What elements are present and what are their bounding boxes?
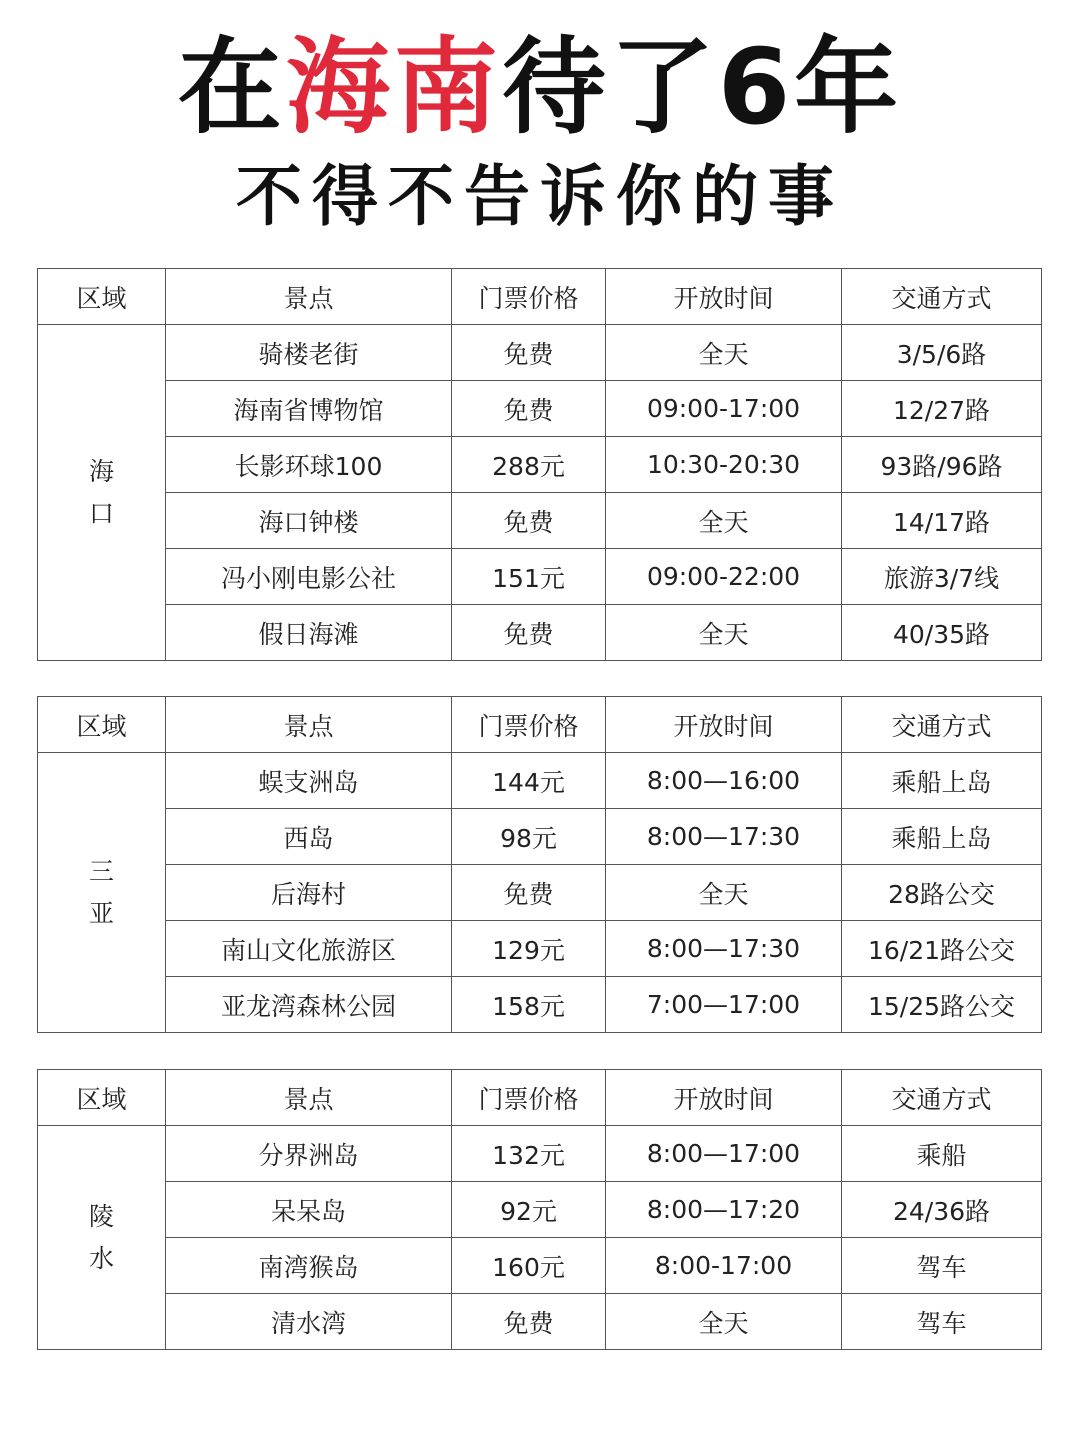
hours-cell: 8:00—17:20 xyxy=(606,1182,842,1238)
price-cell: 160元 xyxy=(452,1238,606,1294)
region-char: 陵 xyxy=(88,1201,114,1231)
header-hours: 开放时间 xyxy=(606,697,842,753)
header-price: 门票价格 xyxy=(452,269,606,325)
region-char: 亚 xyxy=(88,898,114,928)
transport-cell: 3/5/6路 xyxy=(842,325,1042,381)
table-row xyxy=(38,437,1042,493)
region-char: 口 xyxy=(88,498,114,528)
header-attraction: 景点 xyxy=(166,269,452,325)
hours-cell: 8:00—17:30 xyxy=(606,921,842,977)
table-row xyxy=(38,381,1042,437)
header-transport: 交通方式 xyxy=(842,697,1042,753)
hours-cell: 全天 xyxy=(606,325,842,381)
table-row xyxy=(38,1294,1042,1350)
hours-cell: 09:00-17:00 xyxy=(606,381,842,437)
table-row xyxy=(38,549,1042,605)
price-cell: 92元 xyxy=(452,1182,606,1238)
attraction-cell: 冯小刚电影公社 xyxy=(166,549,452,605)
attraction-cell: 分界洲岛 xyxy=(166,1126,452,1182)
hours-cell: 8:00—17:30 xyxy=(606,809,842,865)
transport-cell: 14/17路 xyxy=(842,493,1042,549)
hours-cell: 10:30-20:30 xyxy=(606,437,842,493)
attraction-cell: 后海村 xyxy=(166,865,452,921)
region-cell xyxy=(38,325,166,661)
table-row xyxy=(38,977,1042,1033)
transport-cell: 驾车 xyxy=(842,1238,1042,1294)
attraction-cell: 海口钟楼 xyxy=(166,493,452,549)
lingshui-table xyxy=(37,1069,1042,1350)
price-cell: 158元 xyxy=(452,977,606,1033)
table-row xyxy=(38,1182,1042,1238)
attraction-cell: 骑楼老街 xyxy=(166,325,452,381)
price-cell: 129元 xyxy=(452,921,606,977)
table-header-row xyxy=(38,697,1042,753)
price-cell: 98元 xyxy=(452,809,606,865)
table-row xyxy=(38,325,1042,381)
attraction-cell: 亚龙湾森林公园 xyxy=(166,977,452,1033)
hours-cell: 全天 xyxy=(606,865,842,921)
title-part2: 待了6年 xyxy=(501,26,903,148)
price-cell: 免费 xyxy=(452,381,606,437)
hours-cell: 8:00-17:00 xyxy=(606,1238,842,1294)
hours-cell: 全天 xyxy=(606,1294,842,1350)
header-attraction: 景点 xyxy=(166,1070,452,1126)
transport-cell: 旅游3/7线 xyxy=(842,549,1042,605)
page-title xyxy=(0,22,1080,152)
hours-cell: 8:00—17:00 xyxy=(606,1126,842,1182)
hours-cell: 全天 xyxy=(606,605,842,661)
transport-cell: 93路/96路 xyxy=(842,437,1042,493)
price-cell: 免费 xyxy=(452,865,606,921)
transport-cell: 乘船上岛 xyxy=(842,753,1042,809)
table-row xyxy=(38,605,1042,661)
header-attraction: 景点 xyxy=(166,697,452,753)
title-part1: 在 xyxy=(177,26,286,148)
table-row xyxy=(38,921,1042,977)
header-transport: 交通方式 xyxy=(842,269,1042,325)
region-char: 水 xyxy=(88,1243,114,1273)
attraction-cell: 呆呆岛 xyxy=(166,1182,452,1238)
price-cell: 144元 xyxy=(452,753,606,809)
hours-cell: 全天 xyxy=(606,493,842,549)
header-price: 门票价格 xyxy=(452,1070,606,1126)
price-cell: 免费 xyxy=(452,605,606,661)
hours-cell: 7:00—17:00 xyxy=(606,977,842,1033)
transport-cell: 16/21路公交 xyxy=(842,921,1042,977)
transport-cell: 28路公交 xyxy=(842,865,1042,921)
region-char: 三 xyxy=(88,856,114,886)
title-highlight: 海南 xyxy=(285,26,502,148)
table-header-row xyxy=(38,269,1042,325)
region-cell xyxy=(38,753,166,1033)
hours-cell: 09:00-22:00 xyxy=(606,549,842,605)
attraction-cell: 海南省博物馆 xyxy=(166,381,452,437)
price-cell: 288元 xyxy=(452,437,606,493)
price-cell: 151元 xyxy=(452,549,606,605)
header-price: 门票价格 xyxy=(452,697,606,753)
price-cell: 免费 xyxy=(452,325,606,381)
attraction-cell: 南山文化旅游区 xyxy=(166,921,452,977)
header-region: 区域 xyxy=(38,697,166,753)
sanya-table xyxy=(37,696,1042,1033)
price-cell: 免费 xyxy=(452,1294,606,1350)
region-char: 海 xyxy=(88,456,114,486)
price-cell: 免费 xyxy=(452,493,606,549)
transport-cell: 15/25路公交 xyxy=(842,977,1042,1033)
attraction-cell: 西岛 xyxy=(166,809,452,865)
table-header-row xyxy=(38,1070,1042,1126)
header-transport: 交通方式 xyxy=(842,1070,1042,1126)
attraction-cell: 假日海滩 xyxy=(166,605,452,661)
transport-cell: 12/27路 xyxy=(842,381,1042,437)
haikou-table xyxy=(37,268,1042,661)
header-hours: 开放时间 xyxy=(606,269,842,325)
attraction-cell: 南湾猴岛 xyxy=(166,1238,452,1294)
header-hours: 开放时间 xyxy=(606,1070,842,1126)
transport-cell: 乘船上岛 xyxy=(842,809,1042,865)
table-row xyxy=(38,809,1042,865)
transport-cell: 乘船 xyxy=(842,1126,1042,1182)
price-cell: 132元 xyxy=(452,1126,606,1182)
attraction-cell: 蜈支洲岛 xyxy=(166,753,452,809)
table-row xyxy=(38,1126,1042,1182)
region-cell xyxy=(38,1126,166,1350)
transport-cell: 驾车 xyxy=(842,1294,1042,1350)
hours-cell: 8:00—16:00 xyxy=(606,753,842,809)
table-row xyxy=(38,865,1042,921)
table-row xyxy=(38,493,1042,549)
transport-cell: 24/36路 xyxy=(842,1182,1042,1238)
header-region: 区域 xyxy=(38,1070,166,1126)
table-row xyxy=(38,1238,1042,1294)
page-subtitle: 不得不告诉你的事 xyxy=(236,158,844,235)
transport-cell: 40/35路 xyxy=(842,605,1042,661)
attraction-cell: 清水湾 xyxy=(166,1294,452,1350)
header-region: 区域 xyxy=(38,269,166,325)
table-row xyxy=(38,753,1042,809)
attraction-cell: 长影环球100 xyxy=(166,437,452,493)
